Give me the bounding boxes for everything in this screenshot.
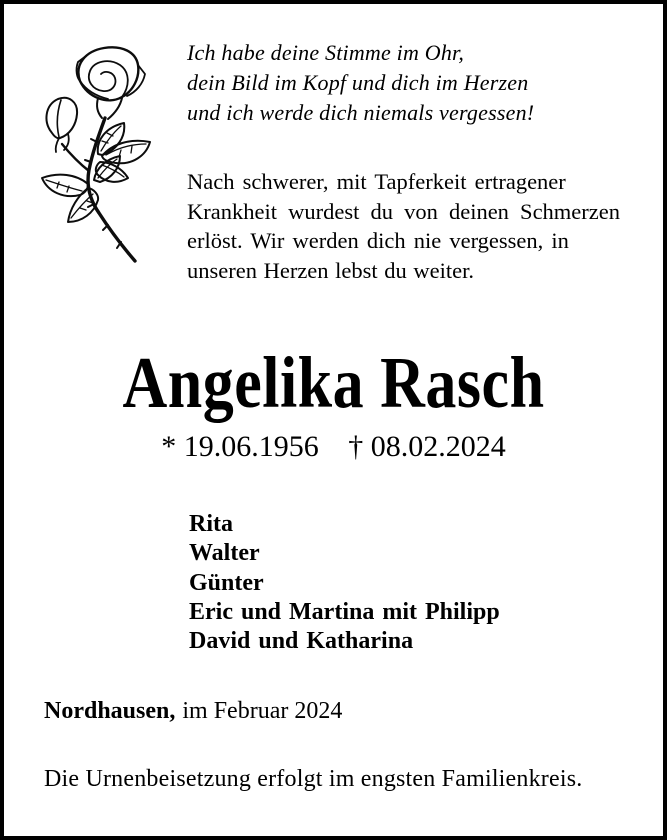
mourner-name: Günter — [189, 569, 264, 596]
verse-block — [187, 38, 534, 128]
verse-line: dein Bild im Kopf und dich im Herzen — [187, 70, 529, 95]
memorial-line: erlöst. Wir werden dich nie vergessen, in — [187, 228, 569, 253]
verse-line: Ich habe deine Stimme im Ohr, — [187, 40, 465, 65]
mourner-name: Eric und Martina mit Philipp — [189, 598, 500, 625]
mourners-list — [189, 510, 500, 656]
mourner-name: Rita — [189, 511, 233, 537]
memorial-line: Krankheit wurdest du von deinen Schmerzen — [187, 198, 621, 224]
verse-line: und ich werde dich niemals vergessen! — [187, 100, 535, 125]
life-dates — [4, 430, 663, 464]
birth-date: * 19.06.1956 — [161, 430, 319, 463]
place-name: Nordhausen, — [44, 698, 176, 724]
death-date: † 08.02.2024 — [348, 430, 506, 463]
memorial-line: Nach schwerer, mit Tapferkeit ertragener — [187, 169, 566, 194]
mourner-name: Walter — [189, 540, 260, 567]
place-date-line — [44, 697, 342, 725]
memorial-line: unseren Herzen lebst du weiter. — [187, 257, 475, 283]
mourner-name: David und Katharina — [189, 628, 414, 655]
closing-line: Die Urnenbeisetzung erfolgt im engsten Familienkreis. — [44, 766, 583, 792]
rose-illustration-icon — [28, 34, 168, 269]
notice-date: im Februar 2024 — [182, 698, 343, 724]
deceased-name: Angelika Rasch — [122, 343, 545, 424]
memorial-text — [187, 167, 620, 285]
